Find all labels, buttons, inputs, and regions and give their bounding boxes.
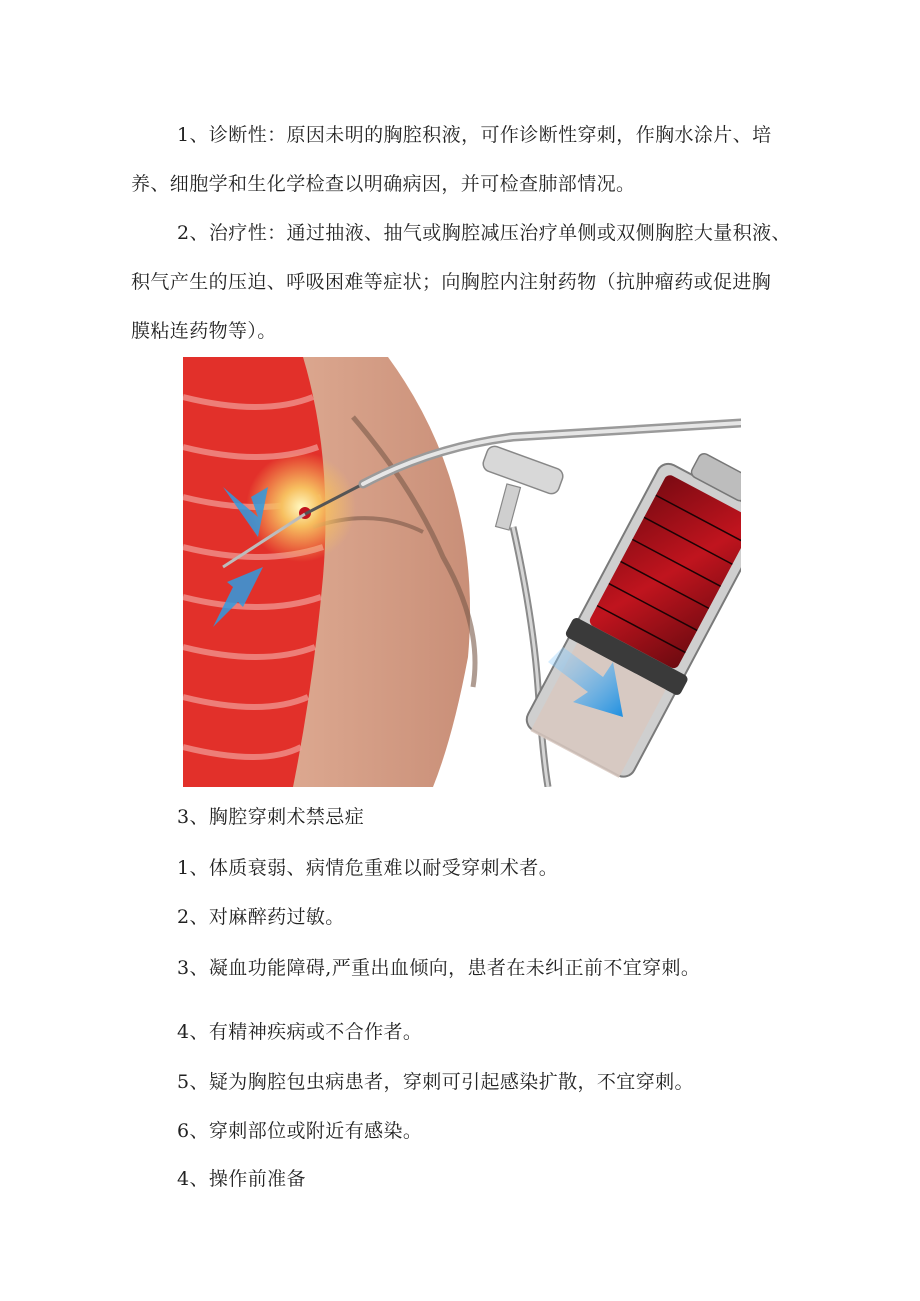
section-3-heading: 3、胸腔穿刺术禁忌症 [177,806,365,828]
contraindication-item-5: 5、疑为胸腔包虫病患者，穿刺可引起感染扩散，不宜穿刺。 [177,1071,694,1093]
contraindication-item-3: 3、凝血功能障碍,严重出血倾向，患者在未纠正前不宜穿刺。 [177,957,701,979]
paragraph-therapeutic-line-1: 2、治疗性：通过抽液、抽气或胸腔减压治疗单侧或双侧胸腔大量积液、 [177,222,791,244]
thoracentesis-illustration [183,357,741,787]
paragraph-therapeutic-line-3: 膜粘连药物等）。 [131,320,277,342]
paragraph-diagnostic-line-2: 养、细胞学和生化学检查以明确病因，并可检查肺部情况。 [131,173,636,195]
contraindication-item-2: 2、对麻醉药过敏。 [177,906,345,928]
contraindication-item-6: 6、穿刺部位或附近有感染。 [177,1120,423,1142]
contraindication-item-1: 1、体质衰弱、病情危重难以耐受穿刺术者。 [177,857,559,879]
paragraph-therapeutic-line-2: 积气产生的压迫、呼吸困难等症状；向胸腔内注射药物（抗肿瘤药或促进胸 [131,271,772,293]
paragraph-diagnostic-line-1: 1、诊断性：原因未明的胸腔积液，可作诊断性穿刺，作胸水涂片、培 [177,124,772,146]
section-4-heading: 4、操作前准备 [177,1168,306,1190]
contraindication-item-4: 4、有精神疾病或不合作者。 [177,1021,423,1043]
